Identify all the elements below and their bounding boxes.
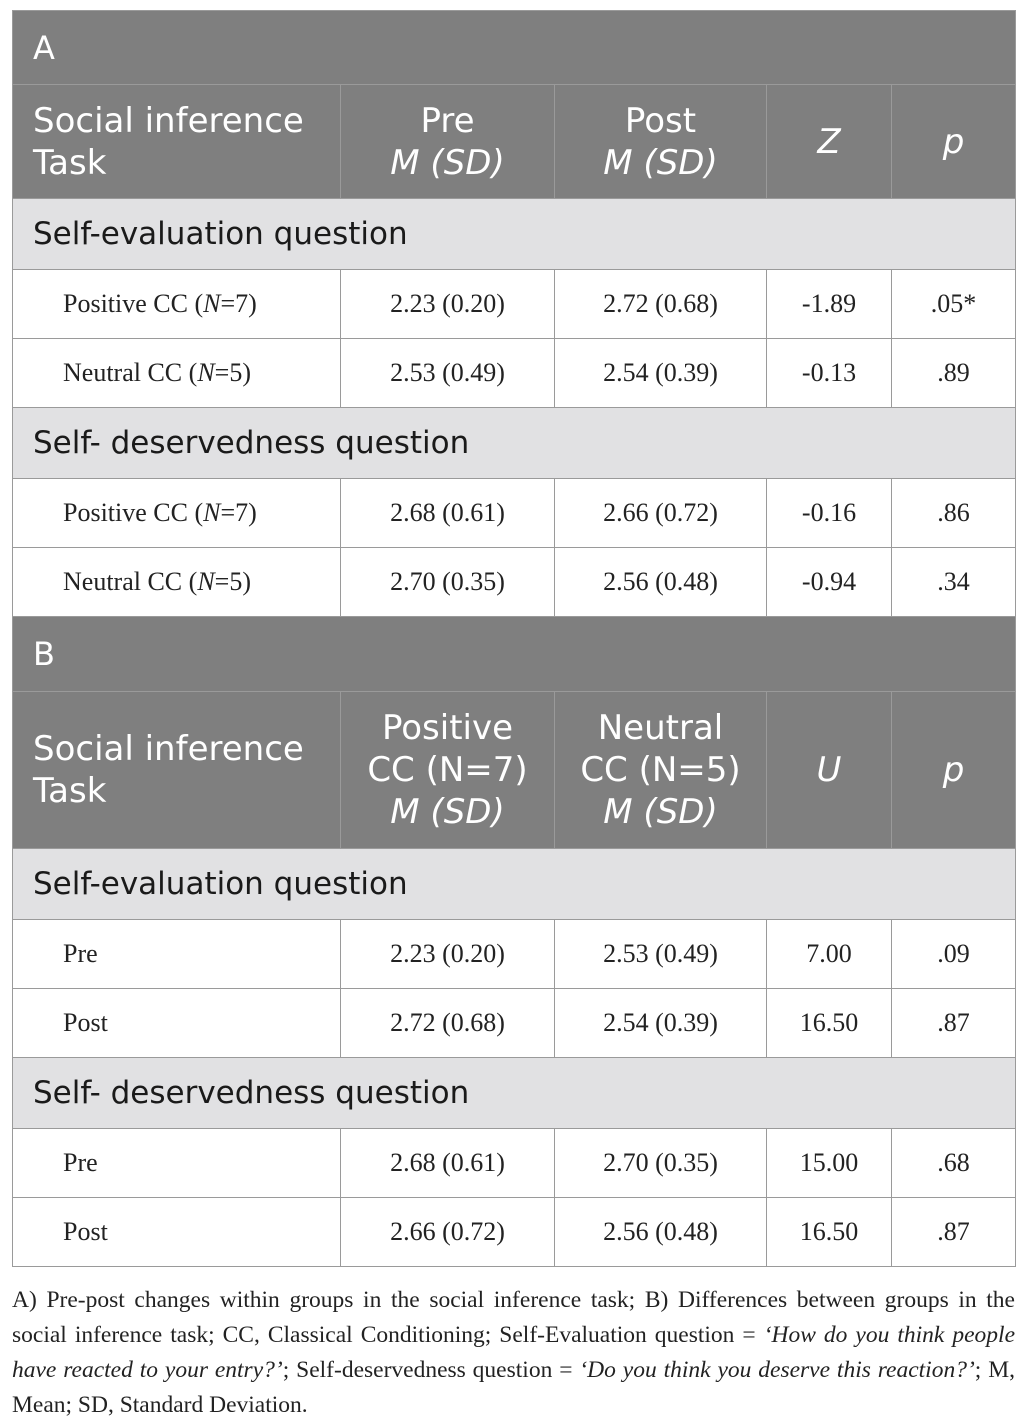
panel-b-header-task: Social inference Task — [13, 692, 341, 849]
row-label-count: =7) — [220, 498, 257, 527]
panel-b-header-u — [767, 692, 892, 849]
table-row — [13, 270, 1016, 339]
panel-a-header-z-label: Z — [817, 121, 841, 162]
table-row — [13, 1198, 1016, 1267]
panel-b-header-p — [892, 692, 1016, 849]
row-label — [13, 270, 341, 339]
footnote-question-1: ‘How do you think people have reacted to your entry?’ — [12, 1322, 1016, 1383]
cell-z: -0.94 — [767, 548, 892, 617]
cell-post: 2.66 (0.72) — [555, 479, 767, 548]
row-label-count: =5) — [214, 358, 251, 387]
panel-b-group-row — [13, 1058, 1016, 1129]
table-row — [13, 989, 1016, 1058]
cell-positive: 2.72 (0.68) — [341, 989, 555, 1058]
row-label-count: =7) — [220, 289, 257, 318]
cell-u: 15.00 — [767, 1129, 892, 1198]
panel-a-header-row — [13, 85, 1016, 199]
cell-positive: 2.66 (0.72) — [341, 1198, 555, 1267]
row-label: Pre — [13, 920, 341, 989]
panel-a-label-row — [13, 11, 1016, 85]
cell-positive: 2.68 (0.61) — [341, 1129, 555, 1198]
table-row — [13, 479, 1016, 548]
cell-pre: 2.70 (0.35) — [341, 548, 555, 617]
panel-b-header-row — [13, 692, 1016, 849]
row-label-n: N — [203, 498, 221, 527]
cell-post: 2.54 (0.39) — [555, 339, 767, 408]
cell-u: 16.50 — [767, 989, 892, 1058]
cell-p: .34 — [892, 548, 1016, 617]
results-table — [12, 10, 1016, 1267]
cell-pre: 2.23 (0.20) — [341, 270, 555, 339]
row-label — [13, 339, 341, 408]
panel-a-header-p — [892, 85, 1016, 199]
panel-b-header-u-label: U — [816, 750, 842, 790]
panel-a-header-post-label: Post — [624, 100, 697, 141]
panel-b-header-positive-line1: Positive — [381, 708, 514, 748]
panel-a-header-post-stat: M (SD) — [603, 142, 718, 183]
row-label — [13, 548, 341, 617]
row-label: Post — [13, 1198, 341, 1267]
row-label: Post — [13, 989, 341, 1058]
table-footnote — [12, 1283, 1015, 1423]
panel-a-header-pre-label: Pre — [420, 100, 475, 141]
cell-u: 7.00 — [767, 920, 892, 989]
cell-z: -1.89 — [767, 270, 892, 339]
cell-positive: 2.23 (0.20) — [341, 920, 555, 989]
table-row — [13, 1129, 1016, 1198]
table-row — [13, 920, 1016, 989]
row-label-n: N — [197, 567, 215, 596]
cell-p: .87 — [892, 1198, 1016, 1267]
panel-a-header-pre — [341, 85, 555, 199]
cell-p: .87 — [892, 989, 1016, 1058]
cell-neutral: 2.56 (0.48) — [555, 1198, 767, 1267]
footnote-question-2: ‘Do you think you deserve this reaction?’ — [579, 1357, 975, 1383]
footnote-text: A) Pre-post changes within groups in the social inference task; B) Differences between groups in the social inference task; CC, Classical Conditioning; Self-Evaluation question = — [12, 1287, 1015, 1348]
panel-a-header-z — [767, 85, 892, 199]
panel-b-group-title: Self- deservedness question — [13, 1058, 1016, 1129]
row-label-count: =5) — [214, 567, 251, 596]
row-label-text: Neutral CC ( — [63, 358, 198, 387]
panel-a-group-row — [13, 199, 1016, 270]
panel-b-group-row — [13, 849, 1016, 920]
panel-a-header-pre-stat: M (SD) — [390, 142, 505, 183]
row-label-text: Positive CC ( — [63, 289, 204, 318]
panel-a-header-task: Social inference Task — [13, 85, 341, 199]
row-label — [13, 479, 341, 548]
panel-b-label-row — [13, 617, 1016, 692]
footnote-text-2: ; Self-deservedness question = — [282, 1357, 580, 1383]
panel-a-group-title: Self-evaluation question — [13, 199, 1016, 270]
cell-p: .05* — [892, 270, 1016, 339]
panel-b-group-title: Self-evaluation question — [13, 849, 1016, 920]
cell-p: .09 — [892, 920, 1016, 989]
cell-p: .68 — [892, 1129, 1016, 1198]
cell-p: .89 — [892, 339, 1016, 408]
panel-b-header-positive — [341, 692, 555, 849]
cell-pre: 2.53 (0.49) — [341, 339, 555, 408]
cell-post: 2.72 (0.68) — [555, 270, 767, 339]
panel-a-header-post — [555, 85, 767, 199]
panel-b-header-neutral — [555, 692, 767, 849]
table-row — [13, 339, 1016, 408]
row-label-n: N — [197, 358, 215, 387]
panel-b-header-p-label: p — [942, 750, 965, 790]
cell-neutral: 2.54 (0.39) — [555, 989, 767, 1058]
panel-b-header-positive-stat: M (SD) — [390, 792, 505, 832]
panel-b-header-neutral-line1: Neutral — [597, 708, 724, 748]
row-label: Pre — [13, 1129, 341, 1198]
panel-a-group-title: Self- deservedness question — [13, 408, 1016, 479]
table-row — [13, 548, 1016, 617]
footnote-text-3: ; M, Mean; SD, Standard Deviation. — [12, 1357, 1015, 1418]
cell-neutral: 2.70 (0.35) — [555, 1129, 767, 1198]
panel-a-label: A — [13, 11, 1016, 85]
panel-b-header-positive-line2: CC (N=7) — [367, 750, 528, 790]
row-label-text: Neutral CC ( — [63, 567, 198, 596]
panel-b-header-neutral-line2: CC (N=5) — [580, 750, 741, 790]
row-label-text: Positive CC ( — [63, 498, 204, 527]
panel-a-group-row — [13, 408, 1016, 479]
cell-neutral: 2.53 (0.49) — [555, 920, 767, 989]
cell-p: .86 — [892, 479, 1016, 548]
cell-u: 16.50 — [767, 1198, 892, 1267]
cell-z: -0.13 — [767, 339, 892, 408]
row-label-n: N — [203, 289, 221, 318]
panel-b-label: B — [13, 617, 1016, 692]
cell-pre: 2.68 (0.61) — [341, 479, 555, 548]
cell-post: 2.56 (0.48) — [555, 548, 767, 617]
cell-z: -0.16 — [767, 479, 892, 548]
panel-a-header-p-label: p — [942, 121, 965, 162]
panel-b-header-neutral-stat: M (SD) — [603, 792, 718, 832]
